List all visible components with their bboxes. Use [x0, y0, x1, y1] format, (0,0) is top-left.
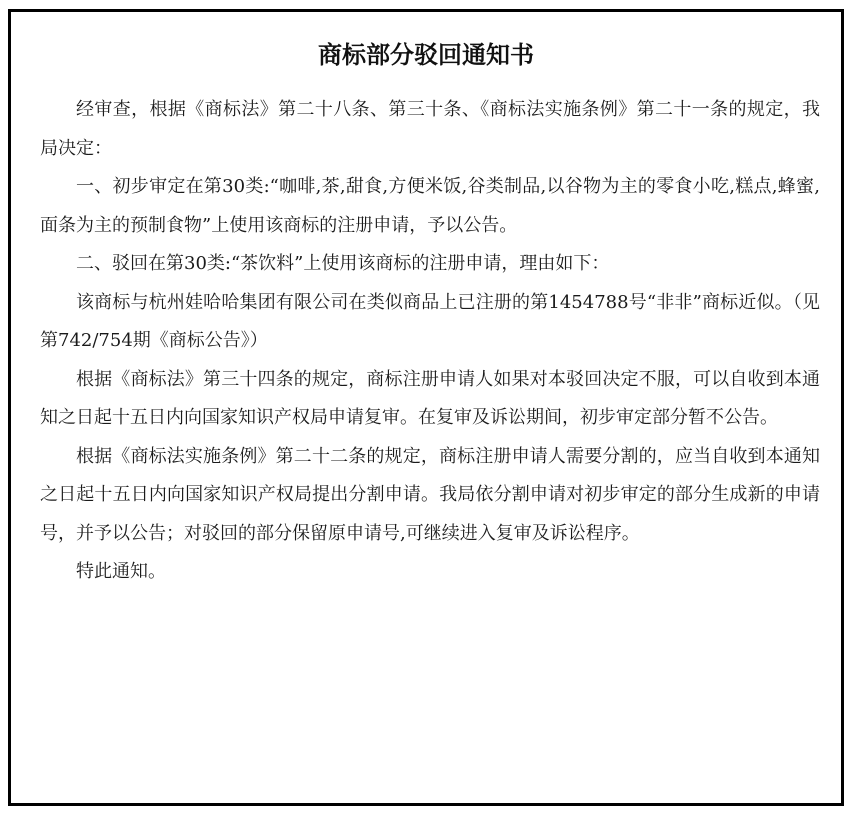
paragraph-review-rights: 根据《商标法》第三十四条的规定，商标注册申请人如果对本驳回决定不服，可以自收到本通知之日起十五日内向国家知识产权局申请复审。在复审及诉讼期间，初步审定部分暂不公告。	[40, 368, 820, 428]
paragraph-division-rights: 根据《商标法实施条例》第二十二条的规定，商标注册申请人需要分割的，应当自收到本通知之日起十五日内向国家知识产权局提出分割申请。我局依分割申请对初步审定的部分生成新的申请号，并予以公告；对驳回的部分保留原申请号,可继续进入复审及诉讼程序。	[40, 445, 820, 544]
paragraph-examination-basis: 经审查，根据《商标法》第二十八条、第三十条、《商标法实施条例》第二十一条的规定，我局决定：	[40, 99, 820, 159]
paragraph-rejection-reason: 该商标与杭州娃哈哈集团有限公司在类似商品上已注册的第1454788号“非非”商标近似。（见第742/754期《商标公告》）	[40, 291, 820, 351]
document-body	[40, 91, 820, 592]
paragraph-closing: 特此通知。	[76, 561, 166, 582]
document-frame	[8, 9, 844, 806]
paragraph-rejection: 二、驳回在第30类:“茶饮料”上使用该商标的注册申请，理由如下：	[76, 253, 610, 274]
paragraph-preliminary-approval: 一、初步审定在第30类:“咖啡,茶,甜食,方便米饭,谷类制品,以谷物为主的零食小吃,糕点,蜂蜜,面条为主的预制食物”上使用该商标的注册申请，予以公告。	[40, 176, 820, 236]
document-title: 商标部分驳回通知书	[318, 40, 534, 69]
